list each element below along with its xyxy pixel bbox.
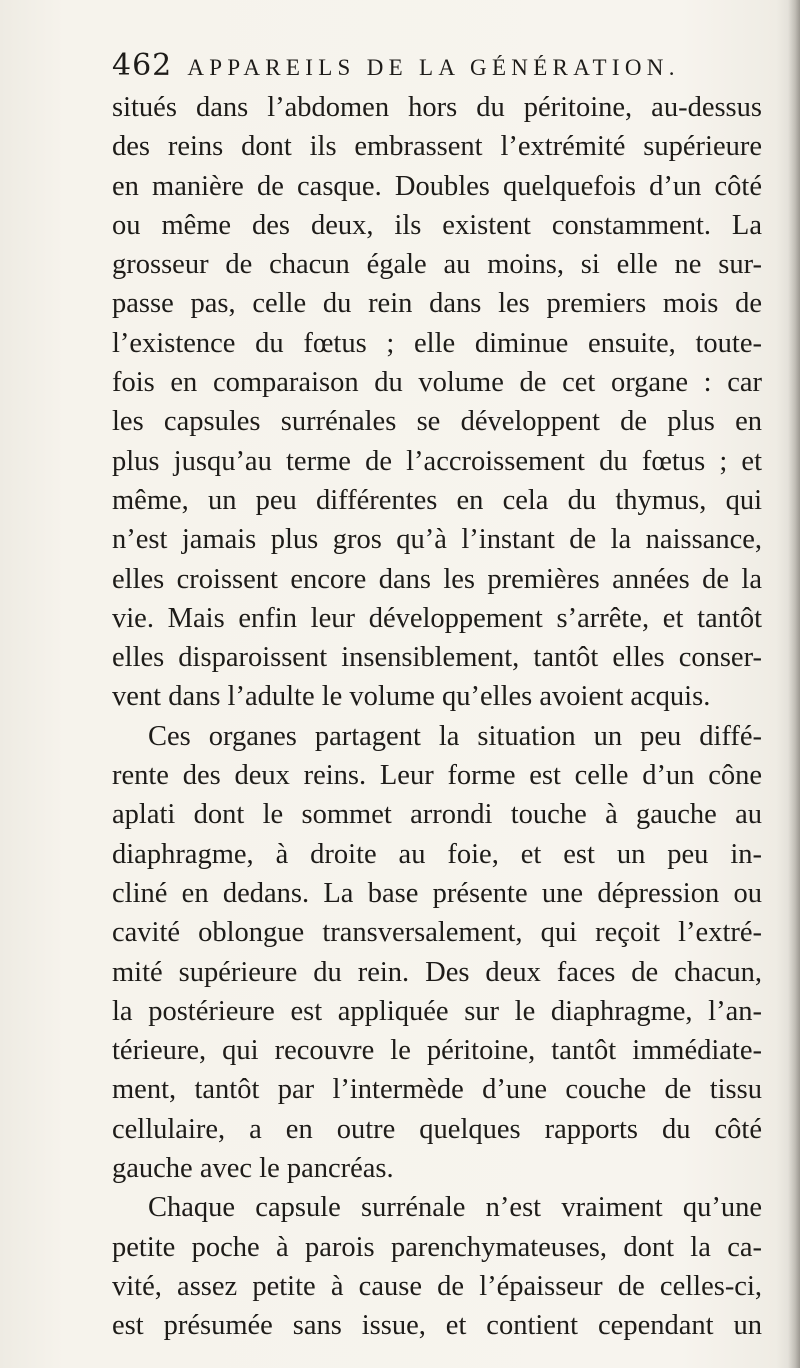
- page-edge-shadow: [788, 0, 800, 1368]
- text-line: situés dans l’abdomen hors du péritoine, au-dessus: [112, 92, 762, 123]
- text-line: térieure, qui recouvre le péritoine, tantôt immédiate-: [112, 1035, 762, 1067]
- text-line: l’existence du fœtus ; elle diminue ensuite, toute-: [112, 327, 762, 359]
- text-line: la postérieure est appliquée sur le diaphragme, l’an-: [112, 995, 762, 1027]
- page-header: [112, 48, 680, 88]
- running-head: APPAREILS DE LA GÉNÉRATION.: [187, 55, 680, 80]
- text-line: mité supérieure du rein. Des deux faces de chacun,: [112, 956, 762, 988]
- text-line: ment, tantôt par l’intermède d’une couche de tissu: [112, 1074, 762, 1106]
- text-line: elles croissent encore dans les premières années de la: [112, 563, 762, 595]
- text-line: ou même des deux, ils existent constamment. La: [112, 209, 762, 241]
- text-line: cliné en dedans. La base présente une dépression ou: [112, 877, 762, 909]
- paragraph-start-line: Chaque capsule surrénale n’est vraiment qu’une: [148, 1192, 762, 1224]
- text-line: grosseur de chacun égale au moins, si elle ne sur-: [112, 249, 762, 281]
- text-line: fois en comparaison du volume de cet organe : car: [112, 367, 762, 399]
- text-line: des reins dont ils embrassent l’extrémité supérieure: [112, 131, 762, 163]
- text-line: n’est jamais plus gros qu’à l’instant de la naissance,: [112, 524, 762, 556]
- text-line: gauche avec le pancréas.: [112, 1153, 394, 1185]
- text-line: cellulaire, a en outre quelques rapports du côté: [112, 1113, 762, 1145]
- text-line: vité, assez petite à cause de l’épaisseur de celles-ci,: [112, 1270, 762, 1302]
- text-line: cavité oblongue transversalement, qui reçoit l’extré-: [112, 917, 762, 949]
- text-line: petite poche à parois parenchymateuses, dont la ca-: [112, 1231, 762, 1263]
- paragraph-start-line: Ces organes partagent la situation un peu diffé-: [148, 720, 762, 752]
- body-text: [112, 88, 762, 1346]
- text-line: aplati dont le sommet arrondi touche à gauche au: [112, 799, 762, 831]
- text-line: en manière de casque. Doubles quelquefois d’un côté: [112, 170, 762, 202]
- text-line: elles disparoissent insensiblement, tantôt elles conser-: [112, 642, 762, 674]
- text-line: vent dans l’adulte le volume qu’elles avoient acquis.: [112, 681, 711, 713]
- text-line: rente des deux reins. Leur forme est celle d’un cône: [112, 760, 762, 792]
- text-line: plus jusqu’au terme de l’accroissement du fœtus ; et: [112, 445, 762, 477]
- page-number: 462: [112, 48, 173, 83]
- text-line: les capsules surrénales se développent de plus en: [112, 406, 762, 438]
- text-line: même, un peu différentes en cela du thymus, qui: [112, 484, 762, 516]
- text-line: passe pas, celle du rein dans les premiers mois de: [112, 288, 762, 320]
- text-line: est présumée sans issue, et contient cependant un: [112, 1310, 762, 1342]
- text-line: diaphragme, à droite au foie, et est un peu in-: [112, 838, 762, 870]
- text-line: vie. Mais enfin leur développement s’arrête, et tantôt: [112, 602, 762, 634]
